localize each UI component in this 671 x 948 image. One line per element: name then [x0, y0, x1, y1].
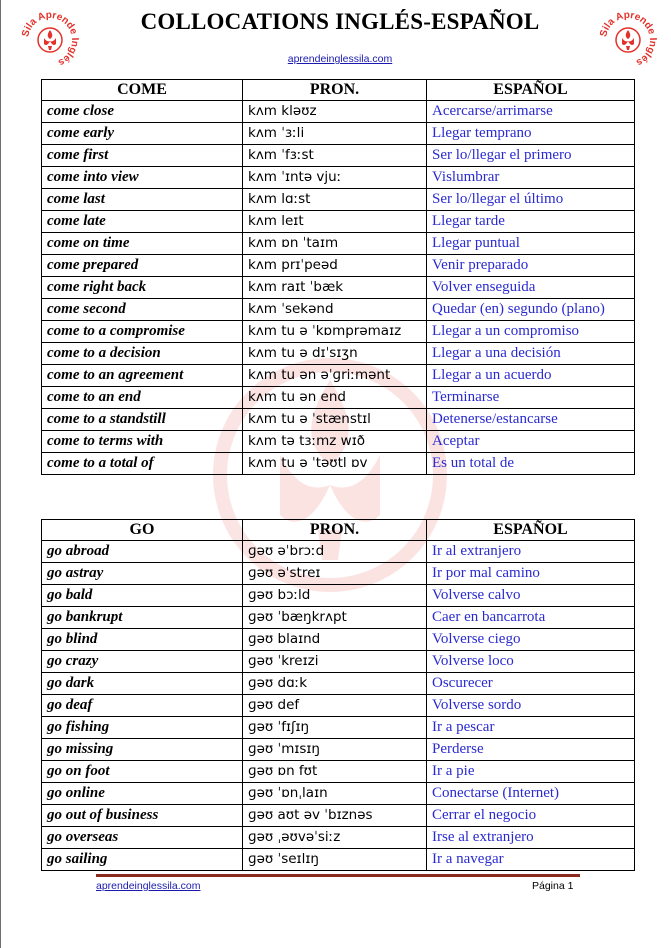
table-row	[42, 827, 635, 849]
site-link[interactable]: aprendeinglessila.com	[287, 53, 393, 65]
pronunciation-cell: ɡəʊ ˈɒnˌlaɪn	[243, 783, 427, 805]
pronunciation-cell: ɡəʊ def	[243, 695, 427, 717]
collocation-cell: come into view	[42, 167, 243, 189]
spanish-translation-cell: Irse al extranjero	[427, 827, 635, 849]
spanish-translation-cell: Vislumbrar	[427, 167, 635, 189]
spanish-translation-cell: Ser lo/llegar el primero	[427, 145, 635, 167]
pronunciation-cell: ɡəʊ bɔːld	[243, 585, 427, 607]
collocation-cell: come prepared	[42, 255, 243, 277]
pronunciation-cell: ɡəʊ ˈseɪlɪŋ	[243, 849, 427, 871]
spanish-translation-cell: Ir a navegar	[427, 849, 635, 871]
collocation-cell: go online	[42, 783, 243, 805]
collocation-cell: go bankrupt	[42, 607, 243, 629]
sila-logo-right	[598, 8, 658, 68]
collocation-cell: come to a total of	[42, 453, 243, 475]
column-header-pron: PRON.	[243, 80, 427, 101]
pronunciation-cell: kʌm ˈɪntə vjuː	[243, 167, 427, 189]
pronunciation-cell: kʌm ˈɜːli	[243, 123, 427, 145]
collocation-cell: go fishing	[42, 717, 243, 739]
spanish-translation-cell: Acercarse/arrimarse	[427, 101, 635, 123]
table-row	[42, 123, 635, 145]
spanish-translation-cell: Es un total de	[427, 453, 635, 475]
spanish-translation-cell: Venir preparado	[427, 255, 635, 277]
table-row	[42, 783, 635, 805]
table-header-row	[42, 80, 635, 101]
pronunciation-cell: ɡəʊ əˈbrɔːd	[243, 541, 427, 563]
pronunciation-cell: ɡəʊ blaɪnd	[243, 629, 427, 651]
pronunciation-cell: kʌm kləʊz	[243, 101, 427, 123]
table-row	[42, 321, 635, 343]
spanish-translation-cell: Llegar a un compromiso	[427, 321, 635, 343]
pronunciation-cell: kʌm tə tɜːmz wɪð	[243, 431, 427, 453]
spanish-translation-cell: Volverse sordo	[427, 695, 635, 717]
column-header-pron: PRON.	[243, 520, 427, 541]
collocation-cell: go out of business	[42, 805, 243, 827]
spanish-translation-cell: Llegar temprano	[427, 123, 635, 145]
table-row	[42, 101, 635, 123]
table-row	[42, 673, 635, 695]
spanish-translation-cell: Quedar (en) segundo (plano)	[427, 299, 635, 321]
pronunciation-cell: ɡəʊ ɒn fʊt	[243, 761, 427, 783]
column-header-term: GO	[42, 520, 243, 541]
table-row	[42, 805, 635, 827]
table-row	[42, 387, 635, 409]
pronunciation-cell: ɡəʊ aʊt əv ˈbɪznəs	[243, 805, 427, 827]
pronunciation-cell: kʌm tu ən əˈɡriːmənt	[243, 365, 427, 387]
pronunciation-cell: kʌm tu ə ˈkɒmprəmaɪz	[243, 321, 427, 343]
table-row	[42, 717, 635, 739]
collocation-cell: go sailing	[42, 849, 243, 871]
collocation-cell: come second	[42, 299, 243, 321]
pronunciation-cell: kʌm leɪt	[243, 211, 427, 233]
spanish-translation-cell: Perderse	[427, 739, 635, 761]
spanish-translation-cell: Ir a pescar	[427, 717, 635, 739]
column-header-spanish: ESPAÑOL	[427, 80, 635, 101]
collocation-cell: go blind	[42, 629, 243, 651]
table-row	[42, 255, 635, 277]
collocation-cell: go crazy	[42, 651, 243, 673]
spanish-translation-cell: Caer en bancarrota	[427, 607, 635, 629]
go-collocations-table	[41, 519, 635, 871]
pronunciation-cell: kʌm ˈsekənd	[243, 299, 427, 321]
table-row	[42, 233, 635, 255]
spanish-translation-cell: Conectarse (Internet)	[427, 783, 635, 805]
table-row	[42, 211, 635, 233]
column-header-term: COME	[42, 80, 243, 101]
spanish-translation-cell: Volverse loco	[427, 651, 635, 673]
collocation-cell: come right back	[42, 277, 243, 299]
come-table-body	[42, 101, 635, 475]
table-row	[42, 541, 635, 563]
spanish-translation-cell: Volverse ciego	[427, 629, 635, 651]
table-row	[42, 563, 635, 585]
table-row	[42, 739, 635, 761]
spanish-translation-cell: Llegar a un acuerdo	[427, 365, 635, 387]
footer-site-link[interactable]: aprendeinglessila.com	[96, 880, 201, 892]
collocation-cell: come to a compromise	[42, 321, 243, 343]
pronunciation-cell: ɡəʊ ˈmɪsɪŋ	[243, 739, 427, 761]
collocation-cell: go missing	[42, 739, 243, 761]
page-left-border	[0, 0, 1, 948]
collocation-cell: go abroad	[42, 541, 243, 563]
svg-text:Sila Aprende Inglés: Sila Aprende Inglés	[598, 9, 658, 68]
table-row	[42, 299, 635, 321]
table-header-row	[42, 520, 635, 541]
pronunciation-cell: kʌm prɪˈpeəd	[243, 255, 427, 277]
pronunciation-cell: ɡəʊ dɑːk	[243, 673, 427, 695]
spanish-translation-cell: Aceptar	[427, 431, 635, 453]
collocation-cell: come late	[42, 211, 243, 233]
collocation-cell: go deaf	[42, 695, 243, 717]
svg-text:Sila Aprende Inglés: Sila Aprende Inglés	[20, 9, 80, 68]
pronunciation-cell: ɡəʊ əˈstreɪ	[243, 563, 427, 585]
table-row	[42, 431, 635, 453]
spanish-translation-cell: Cerrar el negocio	[427, 805, 635, 827]
table-row	[42, 409, 635, 431]
spanish-translation-cell: Terminarse	[427, 387, 635, 409]
spanish-translation-cell: Ir a pie	[427, 761, 635, 783]
table-row	[42, 761, 635, 783]
collocation-cell: come to an agreement	[42, 365, 243, 387]
page-number: Página 1	[532, 880, 574, 892]
collocation-cell: come early	[42, 123, 243, 145]
spanish-translation-cell: Detenerse/estancarse	[427, 409, 635, 431]
table-row	[42, 343, 635, 365]
pronunciation-cell: ɡəʊ ˈkreɪzi	[243, 651, 427, 673]
pronunciation-cell: kʌm raɪt ˈbæk	[243, 277, 427, 299]
table-row	[42, 849, 635, 871]
table-row	[42, 189, 635, 211]
collocation-cell: go astray	[42, 563, 243, 585]
footer-divider	[96, 874, 580, 877]
come-collocations-table	[41, 79, 635, 475]
pronunciation-cell: kʌm tu ə ˈstænstɪl	[243, 409, 427, 431]
table-row	[42, 695, 635, 717]
pronunciation-cell: kʌm ˈfɜːst	[243, 145, 427, 167]
collocation-cell: go dark	[42, 673, 243, 695]
spanish-translation-cell: Ir por mal camino	[427, 563, 635, 585]
pronunciation-cell: ɡəʊ ˈbæŋkrʌpt	[243, 607, 427, 629]
collocation-cell: go bald	[42, 585, 243, 607]
collocation-cell: come to a standstill	[42, 409, 243, 431]
table-row	[42, 365, 635, 387]
table-row	[42, 585, 635, 607]
table-row	[42, 651, 635, 673]
collocation-cell: come to terms with	[42, 431, 243, 453]
pronunciation-cell: ɡəʊ ˌəʊvəˈsiːz	[243, 827, 427, 849]
pronunciation-cell: kʌm lɑːst	[243, 189, 427, 211]
sila-logo-left	[20, 8, 80, 68]
table-row	[42, 607, 635, 629]
collocation-cell: come last	[42, 189, 243, 211]
spanish-translation-cell: Llegar puntual	[427, 233, 635, 255]
spanish-translation-cell: Ir al extranjero	[427, 541, 635, 563]
collocation-cell: come to an end	[42, 387, 243, 409]
table-row	[42, 167, 635, 189]
spanish-translation-cell: Ser lo/llegar el último	[427, 189, 635, 211]
spanish-translation-cell: Llegar tarde	[427, 211, 635, 233]
column-header-spanish: ESPAÑOL	[427, 520, 635, 541]
pronunciation-cell: kʌm tu ə dɪˈsɪʒn	[243, 343, 427, 365]
go-table-body	[42, 541, 635, 871]
table-row	[42, 277, 635, 299]
spanish-translation-cell: Llegar a una decisión	[427, 343, 635, 365]
collocation-cell: come first	[42, 145, 243, 167]
table-row	[42, 453, 635, 475]
collocation-cell: come close	[42, 101, 243, 123]
spanish-translation-cell: Oscurecer	[427, 673, 635, 695]
collocation-cell: go on foot	[42, 761, 243, 783]
collocation-cell: go overseas	[42, 827, 243, 849]
pronunciation-cell: kʌm tu ə ˈtəʊtl ɒv	[243, 453, 427, 475]
pronunciation-cell: kʌm tu ən end	[243, 387, 427, 409]
spanish-translation-cell: Volverse calvo	[427, 585, 635, 607]
table-row	[42, 629, 635, 651]
collocation-cell: come on time	[42, 233, 243, 255]
pronunciation-cell: kʌm ɒn ˈtaɪm	[243, 233, 427, 255]
collocation-cell: come to a decision	[42, 343, 243, 365]
pronunciation-cell: ɡəʊ ˈfɪʃɪŋ	[243, 717, 427, 739]
page-title: COLLOCATIONS INGLÉS-ESPAÑOL	[140, 9, 540, 34]
spanish-translation-cell: Volver enseguida	[427, 277, 635, 299]
table-row	[42, 145, 635, 167]
